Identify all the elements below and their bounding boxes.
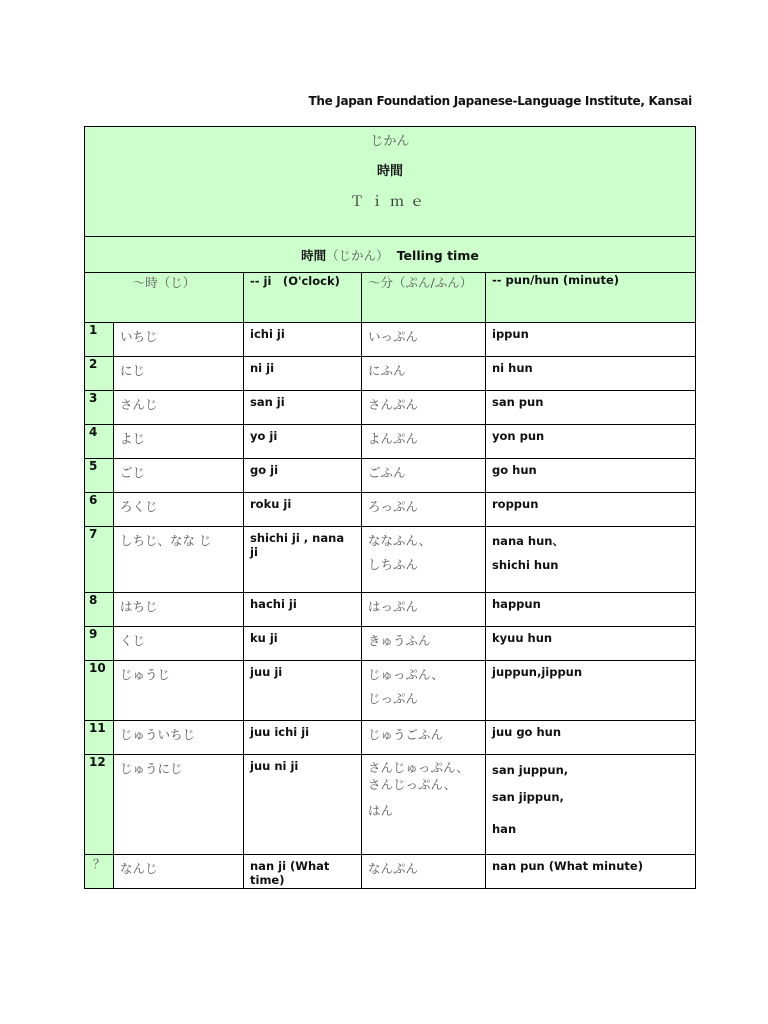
minute-kana-cell: ななふん、 しちふん bbox=[362, 527, 486, 593]
minute-kana-cell: さんぷん bbox=[362, 391, 486, 425]
subtitle-kanji: 時間 bbox=[301, 247, 327, 263]
minute-kana-cell: さんじゅっぷん、 さんじっぷん、 はん bbox=[362, 755, 486, 855]
table-row bbox=[85, 661, 696, 721]
minute-kana-cell: じゅっぷん、 じっぷん bbox=[362, 661, 486, 721]
table-row bbox=[85, 527, 696, 593]
minute-roman-cell: san pun bbox=[486, 391, 696, 425]
title-kana: じかん bbox=[370, 134, 410, 149]
hour-kana-cell: いちじ bbox=[114, 323, 244, 357]
hour-kana-cell: よじ bbox=[114, 425, 244, 459]
minute-roman-cell: go hun bbox=[486, 459, 696, 493]
header-minute-jp: ～分（ぷん/ふん） bbox=[362, 273, 486, 323]
subtitle-english: Telling time bbox=[396, 247, 479, 263]
table-row bbox=[85, 627, 696, 661]
row-number: 3 bbox=[85, 391, 114, 425]
minute-roman-cell: juu go hun bbox=[486, 721, 696, 755]
minute-roman-cell: san juppun, san jippun, han bbox=[486, 755, 696, 855]
row-number: 5 bbox=[85, 459, 114, 493]
row-number: 1 bbox=[85, 323, 114, 357]
hour-roman-cell: yo ji bbox=[244, 425, 362, 459]
title-english: Ｔｉｍｅ bbox=[350, 194, 431, 210]
table-row bbox=[85, 357, 696, 391]
row-number: 4 bbox=[85, 425, 114, 459]
hour-roman-cell: shichi ji , nana ji bbox=[244, 527, 362, 593]
hour-kana-cell: さんじ bbox=[114, 391, 244, 425]
table-row bbox=[85, 721, 696, 755]
title-cell bbox=[85, 127, 696, 237]
hour-roman-cell: roku ji bbox=[244, 493, 362, 527]
title-kanji: 時間 bbox=[377, 164, 404, 179]
table-row bbox=[85, 855, 696, 889]
hour-roman-cell: ichi ji bbox=[244, 323, 362, 357]
table-row bbox=[85, 493, 696, 527]
hour-kana-cell: なんじ bbox=[114, 855, 244, 889]
subtitle-row bbox=[85, 237, 696, 273]
row-number: 7 bbox=[85, 527, 114, 593]
row-number: 10 bbox=[85, 661, 114, 721]
minute-roman-cell: juppun,jippun bbox=[486, 661, 696, 721]
row-number: 12 bbox=[85, 755, 114, 855]
row-number: 9 bbox=[85, 627, 114, 661]
minute-roman-cell: ni hun bbox=[486, 357, 696, 391]
column-header-row bbox=[85, 273, 696, 323]
row-number: ？ bbox=[85, 855, 114, 889]
minute-kana-cell: きゅうふん bbox=[362, 627, 486, 661]
hour-kana-cell: にじ bbox=[114, 357, 244, 391]
minute-kana-cell: にふん bbox=[362, 357, 486, 391]
hour-roman-cell: nan ji (What time) bbox=[244, 855, 362, 889]
hour-roman-cell: go ji bbox=[244, 459, 362, 493]
hour-kana-cell: はちじ bbox=[114, 593, 244, 627]
table-row bbox=[85, 425, 696, 459]
time-table bbox=[84, 126, 696, 889]
table-row bbox=[85, 593, 696, 627]
hour-roman-cell: san ji bbox=[244, 391, 362, 425]
minute-roman-cell: happun bbox=[486, 593, 696, 627]
row-number: 8 bbox=[85, 593, 114, 627]
hour-kana-cell: ごじ bbox=[114, 459, 244, 493]
header-hour-roman: -- ji (O'clock) bbox=[244, 273, 362, 323]
minute-roman-cell: ippun bbox=[486, 323, 696, 357]
row-number: 6 bbox=[85, 493, 114, 527]
subtitle-cell bbox=[85, 237, 696, 273]
hour-roman-cell: juu ichi ji bbox=[244, 721, 362, 755]
row-number: 2 bbox=[85, 357, 114, 391]
hour-kana-cell: くじ bbox=[114, 627, 244, 661]
minute-kana-cell: よんぷん bbox=[362, 425, 486, 459]
table-row bbox=[85, 323, 696, 357]
header-minute-roman: -- pun/hun (minute) bbox=[486, 273, 696, 323]
hour-roman-cell: hachi ji bbox=[244, 593, 362, 627]
table-row bbox=[85, 391, 696, 425]
table-row bbox=[85, 459, 696, 493]
minute-roman-cell: kyuu hun bbox=[486, 627, 696, 661]
minute-kana-cell: いっぷん bbox=[362, 323, 486, 357]
title-row bbox=[85, 127, 696, 237]
minute-kana-cell: なんぷん bbox=[362, 855, 486, 889]
minute-kana-cell: じゅうごふん bbox=[362, 721, 486, 755]
minute-kana-cell: ろっぷん bbox=[362, 493, 486, 527]
minute-roman-cell: roppun bbox=[486, 493, 696, 527]
hour-kana-cell: しちじ、なな じ bbox=[114, 527, 244, 593]
hour-kana-cell: じゅうじ bbox=[114, 661, 244, 721]
header-hour-jp: ～時（じ） bbox=[85, 273, 244, 323]
hour-roman-cell: juu ni ji bbox=[244, 755, 362, 855]
row-number: 11 bbox=[85, 721, 114, 755]
minute-kana-cell: ごふん bbox=[362, 459, 486, 493]
hour-kana-cell: じゅういちじ bbox=[114, 721, 244, 755]
hour-roman-cell: juu ji bbox=[244, 661, 362, 721]
minute-roman-cell: nan pun (What minute) bbox=[486, 855, 696, 889]
subtitle-kana: （じかん） bbox=[326, 247, 389, 263]
minute-roman-cell: nana hun、 shichi hun bbox=[486, 527, 696, 593]
hour-roman-cell: ni ji bbox=[244, 357, 362, 391]
hour-kana-cell: ろくじ bbox=[114, 493, 244, 527]
institute-header: The Japan Foundation Japanese-Language Institute, Kansai bbox=[308, 94, 692, 108]
hour-kana-cell: じゅうにじ bbox=[114, 755, 244, 855]
minute-roman-cell: yon pun bbox=[486, 425, 696, 459]
hour-roman-cell: ku ji bbox=[244, 627, 362, 661]
minute-kana-cell: はっぷん bbox=[362, 593, 486, 627]
table-row bbox=[85, 755, 696, 855]
